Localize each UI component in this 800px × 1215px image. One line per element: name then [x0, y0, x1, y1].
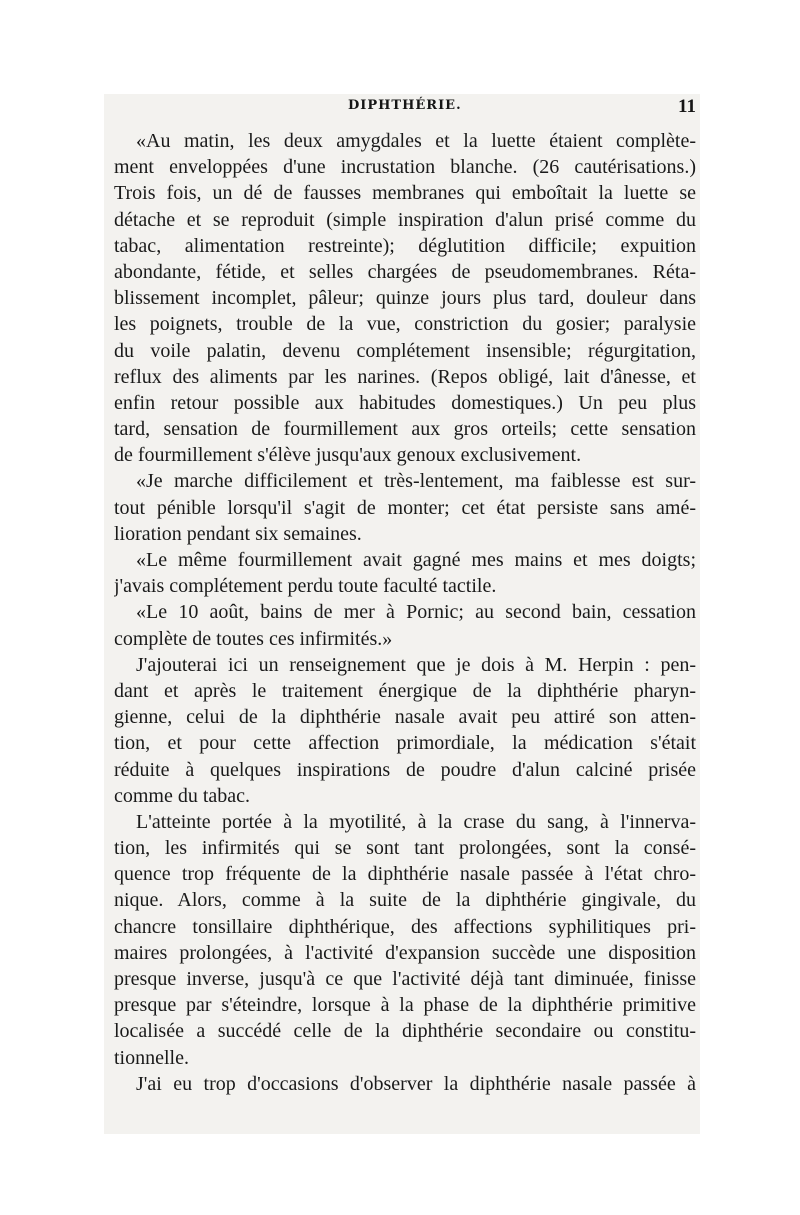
- text-line: enfin retour possible aux habitudes domestiques.) Un peu plus: [114, 391, 696, 414]
- text-line: comme du tabac.: [114, 784, 251, 807]
- text-line: blissement incomplet, pâleur; quinze jours plus tard, douleur dans: [114, 287, 696, 310]
- text-line: «Je marche difficilement et très-lentement, ma faiblesse est sur-: [136, 470, 696, 493]
- text-line: «Le 10 août, bains de mer à Pornic; au second bain, cessation: [136, 601, 696, 624]
- page-number: 11: [678, 96, 696, 117]
- text-line: tout pénible lorsqu'il s'agit de monter; cet état persiste sans amé-: [114, 496, 696, 519]
- text-line: complète de toutes ces infirmités.»: [114, 627, 393, 650]
- text-line: Trois fois, un dé de fausses membranes qui emboîtait la luette se: [114, 182, 696, 205]
- text-line: abondante, fétide, et selles chargées de pseudomembranes. Réta-: [114, 260, 696, 283]
- text-line: presque inverse, jusqu'à ce que l'activité déjà tant diminuée, finisse: [114, 968, 696, 990]
- text-line: du voile palatin, devenu complétement insensible; régurgitation,: [114, 339, 696, 362]
- text-line: réduite à quelques inspirations de poudre d'alun calciné prisée: [114, 758, 696, 781]
- text-line: j'avais complétement perdu toute faculté tactile.: [114, 575, 497, 598]
- text-line: dant et après le traitement énergique de la diphthérie pharyn-: [114, 679, 696, 702]
- body-text: [114, 128, 696, 1097]
- text-line: L'atteinte portée à la myotilité, à la crase du sang, à l'innerva-: [136, 810, 696, 833]
- text-line: «Au matin, les deux amygdales et la luette étaient complète-: [136, 130, 696, 152]
- text-line: J'ai eu trop d'occasions d'observer la diphthérie nasale passée à: [136, 1072, 696, 1095]
- text-line: tard, sensation de fourmillement aux gros orteils; cette sensation: [114, 418, 696, 441]
- text-line: les poignets, trouble de la vue, constriction du gosier; paralysie: [114, 313, 696, 336]
- text-line: chancre tonsillaire diphthérique, des affections syphilitiques pri-: [114, 915, 696, 938]
- text-line: ment enveloppées d'une incrustation blanche. (26 cautérisations.): [114, 156, 696, 179]
- text-line: presque par s'éteindre, lorsque à la phase de la diphthérie primitive: [114, 994, 696, 1017]
- text-line: «Le même fourmillement avait gagné mes mains et mes doigts;: [136, 549, 696, 571]
- text-line: de fourmillement s'élève jusqu'aux genoux exclusivement.: [114, 444, 582, 467]
- running-head: [104, 98, 700, 120]
- text-line: tion, les infirmités qui se sont tant prolongées, sont la consé-: [114, 837, 696, 860]
- text-line: gienne, celui de la diphthérie nasale avait peu attiré son atten-: [114, 706, 696, 729]
- text-line: lioration pendant six semaines.: [114, 522, 362, 545]
- text-line: tion, et pour cette affection primordiale, la médication s'était: [114, 732, 696, 755]
- text-line: J'ajouterai ici un renseignement que je dois à M. Herpin : pen-: [136, 653, 696, 676]
- book-page: [104, 94, 700, 1134]
- text-line: reflux des aliments par les narines. (Repos obligé, lait d'ânesse, et: [114, 365, 696, 388]
- text-line: maires prolongées, à l'activité d'expansion succède une disposition: [114, 941, 696, 964]
- text-line: tabac, alimentation restreinte); déglutition difficile; expuition: [114, 234, 696, 257]
- text-line: détache et se reproduit (simple inspiration d'alun prisé comme du: [114, 208, 696, 231]
- running-title: DIPHTHÉRIE.: [348, 98, 462, 113]
- text-line: nique. Alors, comme à la suite de la diphthérie gingivale, du: [114, 889, 696, 912]
- text-line: quence trop fréquente de la diphthérie nasale passée à l'état chro-: [114, 863, 696, 886]
- text-line: tionnelle.: [114, 1046, 189, 1069]
- text-line: localisée a succédé celle de la diphthérie secondaire ou constitu-: [114, 1020, 696, 1043]
